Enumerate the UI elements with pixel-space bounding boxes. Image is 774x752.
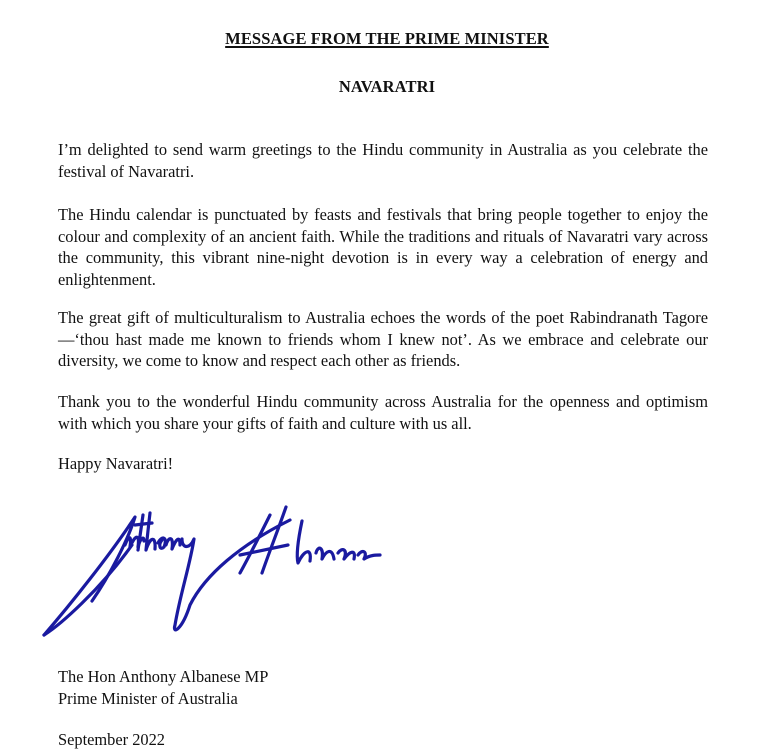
document-title: MESSAGE FROM THE PRIME MINISTER xyxy=(225,29,549,48)
document-date: September 2022 xyxy=(58,730,165,749)
document-subtitle: NAVARATRI xyxy=(338,77,436,96)
signature-icon xyxy=(40,495,400,655)
paragraph-closing: Happy Navaratri! xyxy=(58,454,174,473)
paragraph-calendar: The Hindu calendar is punctuated by feasts and festivals that bring people together to enjoy the colour and complexity of an ancient faith. While the traditions and rituals of Navaratri vary across the community, this vibrant nine-night devotion is in every way a celebration of energy and enlightenment. xyxy=(58,205,708,289)
signatory-name: The Hon Anthony Albanese MP xyxy=(58,667,269,686)
signatory-block xyxy=(58,666,268,709)
paragraph-thanks: Thank you to the wonderful Hindu community across Australia for the openness and optimism with which you share your gifts of faith and culture with us all. xyxy=(58,392,708,433)
paragraph-greeting: I’m delighted to send warm greetings to the Hindu community in Australia as you celebrate the festival of Navaratri. xyxy=(58,140,708,181)
signatory-position: Prime Minister of Australia xyxy=(58,688,238,708)
paragraph-multiculturalism: The great gift of multiculturalism to Australia echoes the words of the poet Rabindranath Tagore—‘thou hast made me known to friends whom I knew not’. As we embrace and celebrate our diversity, we come to know and respect each other as friends. xyxy=(58,308,708,370)
